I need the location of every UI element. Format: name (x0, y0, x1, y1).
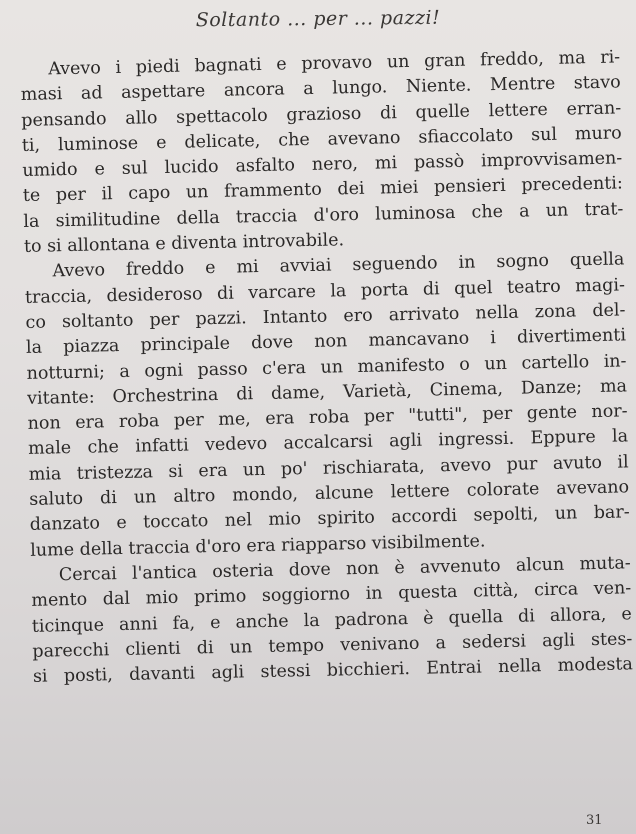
text-line: parecchi clienti di un tempo venivano a sedersi agli stes- (32, 629, 633, 662)
text-line: saluto di un altro mondo, alcune lettere colorate avevano (29, 477, 630, 510)
text-line: lume della traccia d'oro era riapparso visibilmente. (30, 531, 486, 561)
text-line: te per il capo un frammento dei miei pensieri precedenti: (22, 173, 623, 207)
text-line: pensando allo spettacolo grazioso di quelle lettere erran- (21, 98, 622, 131)
text-line: la piazza principale dove non mancavano i divertimenti (25, 325, 627, 359)
text-line: mia tristezza si era un po' rischiarata, avevo pur avuto il (28, 452, 629, 485)
text-line: notturni; a ogni passo c'era un manifesto o un cartello in- (26, 350, 627, 384)
text-line: si posti, davanti agli stessi bicchieri. Entrai nella modesta (32, 654, 634, 687)
text-line: ti, luminose e delicate, che avevano sfiaccolato sul muro (21, 123, 622, 156)
text-line: umido e sul lucido asfalto nero, mi passò improvvisamen- (22, 148, 623, 182)
text-line: co soltanto per pazzi. Intanto ero arrivato nella zona del- (25, 300, 626, 333)
text-line: male che infatti vedevo accalcarsi agli ingressi. Eppure la (27, 426, 629, 460)
text-line: Avevo i piedi bagnati e provavo un gran freddo, ma ri- (48, 47, 621, 80)
text-line: Avevo freddo e mi avviai seguendo in sogno quella (52, 249, 625, 282)
running-head: Soltanto ... per ... pazzi! (195, 6, 441, 32)
body-text (20, 45, 633, 690)
text-line: vitante: Orchestrina di dame, Varietà, Cinema, Danze; ma (26, 376, 628, 409)
text-line: non era roba per me, era roba per "tutti", per gente nor- (27, 401, 628, 435)
text-line: Cercai l'antica osteria dove non è avvenuto alcun muta- (58, 553, 631, 586)
text-line: masi ad aspettare ancora a lungo. Niente. Mentre stavo (20, 72, 621, 106)
text-line: mento dal mio primo soggiorno in questa città, circa ven- (31, 578, 632, 612)
text-line: danzato e toccato nel mio spirito accordi sepolti, un bar- (29, 502, 630, 536)
text-line: to si allontana e diventa introvabile. (23, 230, 345, 258)
text-line: ticinque anni fa, e anche la padrona è quella di allora, e (31, 603, 632, 637)
text-line: traccia, desideroso di varcare la porta di quel teatro magi- (24, 275, 626, 308)
text-line: la similitudine della traccia d'oro luminosa che a un trat- (23, 199, 624, 232)
page-number: 31 (586, 813, 603, 828)
